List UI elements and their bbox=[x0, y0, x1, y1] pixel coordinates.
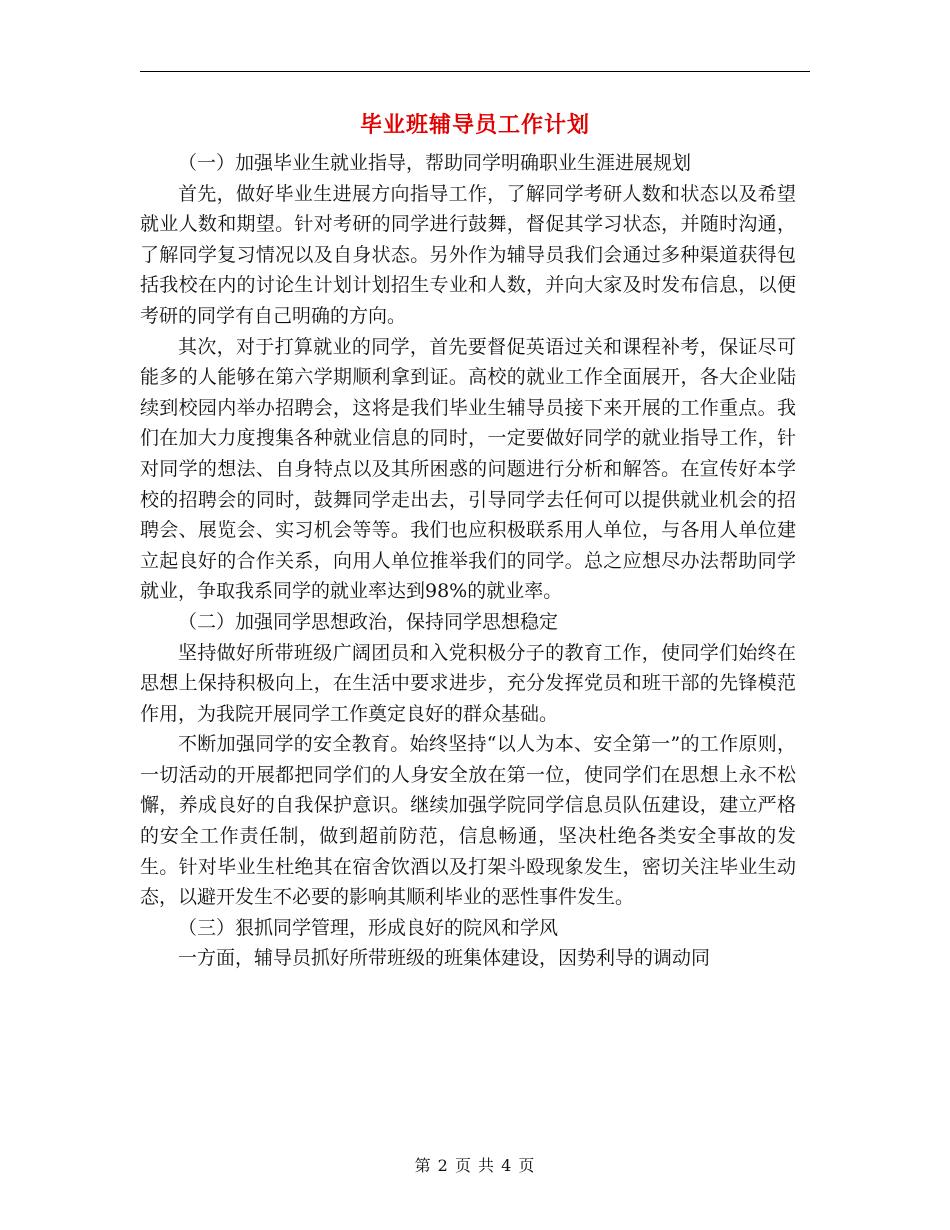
document-body bbox=[140, 148, 796, 974]
section-heading-2: （二）加强同学思想政治，保持同学思想稳定 bbox=[178, 610, 559, 633]
section-heading-3: （三）狠抓同学管理，形成良好的院风和学风 bbox=[178, 916, 559, 939]
paragraph: 首先，做好毕业生进展方向指导工作，了解同学考研人数和状态以及希望就业人数和期望。针对考研的同学进行鼓舞，督促其学习状态，并随时沟通，了解同学复习情况以及自身状态。另外作为辅导员我们会通过多种渠道获得包括我校在内的讨论生计划计划招生专业和人数，并向大家及时发布信息，以便考研的同学有自己明确的方向。 bbox=[140, 182, 796, 327]
page-number-footer: 第 2 页 共 4 页 bbox=[414, 1156, 536, 1175]
paragraph: 不断加强同学的安全教育。始终坚持“以人为本、安全第一”的工作原则，一切活动的开展都把同学们的人身安全放在第一位，使同学们在思想上永不松懈，养成良好的自我保护意识。继续加强学院同学信息员队伍建设，建立严格的安全工作责任制，做到超前防范，信息畅通，坚决杜绝各类安全事故的发生。针对毕业生杜绝其在宿舍饮酒以及打架斗殴现象发生，密切关注毕业生动态，以避开发生不必要的影响其顺利毕业的恶性事件发生。 bbox=[140, 733, 796, 909]
page-title: 毕业班辅导员工作计划 bbox=[359, 112, 590, 138]
paragraph: 坚持做好所带班级广阔团员和入党积极分子的教育工作，使同学们始终在思想上保持积极向上，在生活中要求进步，充分发挥党员和班干部的先锋模范作用，为我院开展同学工作奠定良好的群众基础。 bbox=[140, 641, 796, 725]
header-rule bbox=[140, 71, 810, 72]
section-heading-1: （一）加强毕业生就业指导，帮助同学明确职业生涯进展规划 bbox=[178, 152, 692, 174]
paragraph: 一方面，辅导员抓好所带班级的班集体建设，因势利导的调动同 bbox=[178, 947, 711, 970]
paragraph: 其次，对于打算就业的同学，首先要督促英语过关和课程补考，保证尽可能多的人能够在第六学期顺利拿到证。高校的就业工作全面展开，各大企业陆续到校园内举办招聘会，这将是我们毕业生辅导员接下来开展的工作重点。我们在加大力度搜集各种就业信息的同时，一定要做好同学的就业指导工作，针对同学的想法、自身特点以及其所困惑的问题进行分析和解答。在宣传好本学校的招聘会的同时，鼓舞同学走出去，引导同学去任何可以提供就业机会的招聘会、展览会、实习机会等等。我们也应积极联系用人单位，与各用人单位建立起良好的合作关系，向用人单位推举我们的同学。总之应想尽办法帮助同学就业，争取我系同学的就业率达到98%的就业率。 bbox=[140, 335, 796, 603]
